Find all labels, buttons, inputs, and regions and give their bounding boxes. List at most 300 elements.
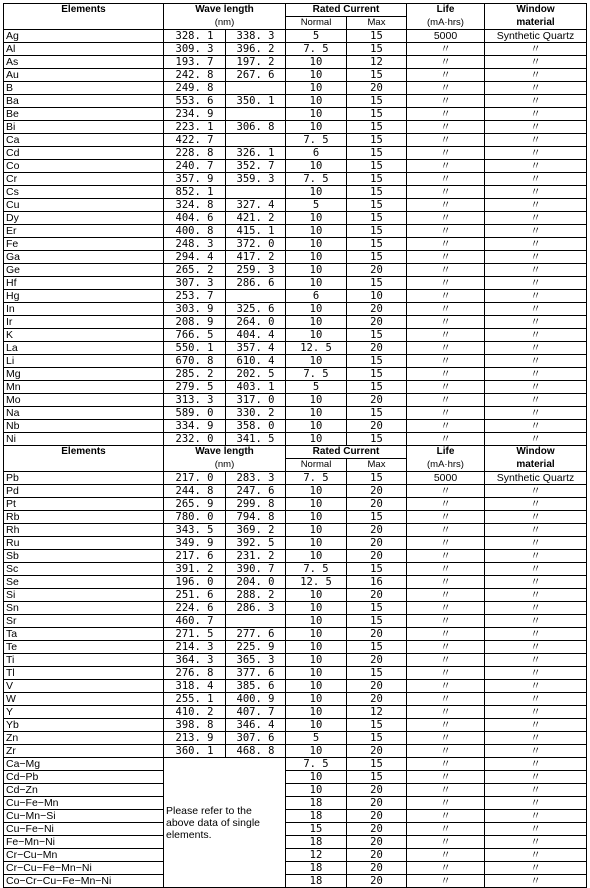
life-ditto-mark: 〃	[407, 82, 485, 95]
wavelength-2-cell: 610. 4	[226, 355, 286, 368]
wavelength-1-cell: 217. 0	[164, 472, 226, 485]
wavelength-2-cell	[226, 186, 286, 199]
wavelength-1-cell: 357. 9	[164, 173, 226, 186]
normal-current-cell: 10	[286, 654, 347, 667]
header-wavelength-unit: (nm)	[164, 17, 286, 30]
max-current-cell: 15	[347, 43, 407, 56]
element-cell: Cd−Zn	[4, 784, 164, 797]
table-row	[4, 641, 587, 654]
wavelength-1-cell: 400. 8	[164, 225, 226, 238]
wavelength-2-cell	[226, 82, 286, 95]
element-cell: Ga	[4, 251, 164, 264]
normal-current-cell: 10	[286, 667, 347, 680]
table-row	[4, 43, 587, 56]
window-ditto-mark: 〃	[485, 238, 587, 251]
life-ditto-mark: 〃	[407, 485, 485, 498]
element-cell: Li	[4, 355, 164, 368]
window-ditto-mark: 〃	[485, 537, 587, 550]
normal-current-cell: 5	[286, 199, 347, 212]
window-ditto-mark: 〃	[485, 316, 587, 329]
wavelength-2-cell: 341. 5	[226, 433, 286, 446]
element-cell: Tl	[4, 667, 164, 680]
header-life: Life	[407, 4, 485, 17]
life-ditto-mark: 〃	[407, 290, 485, 303]
element-cell: Sn	[4, 602, 164, 615]
wavelength-2-cell: 365. 3	[226, 654, 286, 667]
refer-note: Please refer to the above data of single elements.	[164, 758, 286, 888]
normal-current-cell: 7. 5	[286, 563, 347, 576]
wavelength-2-cell: 369. 2	[226, 524, 286, 537]
wavelength-1-cell: 271. 5	[164, 628, 226, 641]
element-cell: Al	[4, 43, 164, 56]
element-cell: Cu−Fe−Ni	[4, 823, 164, 836]
life-ditto-mark: 〃	[407, 420, 485, 433]
wavelength-2-cell: 468. 8	[226, 745, 286, 758]
wavelength-1-cell: 334. 9	[164, 420, 226, 433]
window-ditto-mark: 〃	[485, 433, 587, 446]
life-ditto-mark: 〃	[407, 862, 485, 875]
table-row	[4, 537, 587, 550]
normal-current-cell: 7. 5	[286, 758, 347, 771]
max-current-cell: 15	[347, 277, 407, 290]
table-row	[4, 368, 587, 381]
element-cell: Na	[4, 407, 164, 420]
max-current-cell: 20	[347, 680, 407, 693]
max-current-cell: 20	[347, 784, 407, 797]
table-row	[4, 576, 587, 589]
wavelength-2-cell: 247. 6	[226, 485, 286, 498]
max-current-cell: 15	[347, 225, 407, 238]
wavelength-1-cell: 404. 6	[164, 212, 226, 225]
window-ditto-mark: 〃	[485, 732, 587, 745]
wavelength-1-cell: 193. 7	[164, 56, 226, 69]
table-row	[4, 758, 587, 771]
table-row	[4, 615, 587, 628]
element-cell: Ni	[4, 433, 164, 446]
normal-current-cell: 7. 5	[286, 368, 347, 381]
table-row	[4, 524, 587, 537]
wavelength-1-cell: 196. 0	[164, 576, 226, 589]
life-ditto-mark: 〃	[407, 355, 485, 368]
window-ditto-mark: 〃	[485, 121, 587, 134]
element-cell: Mo	[4, 394, 164, 407]
window-ditto-mark: 〃	[485, 602, 587, 615]
life-ditto-mark: 〃	[407, 550, 485, 563]
normal-current-cell: 18	[286, 797, 347, 810]
wavelength-1-cell: 223. 1	[164, 121, 226, 134]
life-ditto-mark: 〃	[407, 342, 485, 355]
normal-current-cell: 10	[286, 95, 347, 108]
wavelength-2-cell: 396. 2	[226, 43, 286, 56]
max-current-cell: 15	[347, 160, 407, 173]
wavelength-1-cell: 251. 6	[164, 589, 226, 602]
wavelength-2-cell: 286. 3	[226, 602, 286, 615]
table-row	[4, 355, 587, 368]
wavelength-1-cell: 589. 0	[164, 407, 226, 420]
max-current-cell: 15	[347, 368, 407, 381]
element-cell: Mg	[4, 368, 164, 381]
table-row	[4, 732, 587, 745]
header-window-repeat: Window	[485, 446, 587, 459]
table-row	[4, 173, 587, 186]
table-row	[4, 797, 587, 810]
wavelength-2-cell: 325. 6	[226, 303, 286, 316]
wavelength-2-cell: 390. 7	[226, 563, 286, 576]
normal-current-cell: 10	[286, 329, 347, 342]
normal-current-cell: 10	[286, 602, 347, 615]
window-ditto-mark: 〃	[485, 277, 587, 290]
normal-current-cell: 10	[286, 121, 347, 134]
max-current-cell: 15	[347, 30, 407, 43]
life-ditto-mark: 〃	[407, 524, 485, 537]
normal-current-cell: 10	[286, 277, 347, 290]
wavelength-1-cell: 343. 5	[164, 524, 226, 537]
table-row	[4, 719, 587, 732]
header-life-repeat: Life	[407, 446, 485, 459]
header-row-1	[4, 4, 587, 17]
wavelength-2-cell: 357. 4	[226, 342, 286, 355]
window-ditto-mark: 〃	[485, 199, 587, 212]
normal-current-cell: 6	[286, 290, 347, 303]
life-ditto-mark: 〃	[407, 173, 485, 186]
element-cell: Dy	[4, 212, 164, 225]
normal-current-cell: 10	[286, 511, 347, 524]
wavelength-2-cell: 359. 3	[226, 173, 286, 186]
max-current-cell: 20	[347, 810, 407, 823]
window-ditto-mark: 〃	[485, 147, 587, 160]
element-cell: Cu−Mn−Si	[4, 810, 164, 823]
wavelength-2-cell: 338. 3	[226, 30, 286, 43]
window-ditto-mark: 〃	[485, 134, 587, 147]
max-current-cell: 15	[347, 758, 407, 771]
max-current-cell: 15	[347, 329, 407, 342]
window-ditto-mark: 〃	[485, 693, 587, 706]
normal-current-cell: 10	[286, 212, 347, 225]
wavelength-2-cell: 306. 8	[226, 121, 286, 134]
max-current-cell: 20	[347, 82, 407, 95]
normal-current-cell: 10	[286, 225, 347, 238]
wavelength-1-cell: 318. 4	[164, 680, 226, 693]
life-ditto-mark: 〃	[407, 784, 485, 797]
window-ditto-mark: 〃	[485, 784, 587, 797]
table-row	[4, 706, 587, 719]
max-current-cell: 20	[347, 342, 407, 355]
wavelength-1-cell: 398. 8	[164, 719, 226, 732]
element-cell: Zr	[4, 745, 164, 758]
element-cell: Pd	[4, 485, 164, 498]
table-row	[4, 82, 587, 95]
table-row	[4, 784, 587, 797]
normal-current-cell: 10	[286, 589, 347, 602]
wavelength-1-cell: 244. 8	[164, 485, 226, 498]
life-ditto-mark: 〃	[407, 238, 485, 251]
element-cell: Fe−Mn−Ni	[4, 836, 164, 849]
header-rated-current-repeat: Rated Current	[286, 446, 407, 459]
life-ditto-mark: 〃	[407, 134, 485, 147]
wavelength-1-cell: 224. 6	[164, 602, 226, 615]
life-ditto-mark: 〃	[407, 381, 485, 394]
max-current-cell: 20	[347, 264, 407, 277]
window-ditto-mark: 〃	[485, 654, 587, 667]
life-ditto-mark: 〃	[407, 628, 485, 641]
window-ditto-mark: 〃	[485, 680, 587, 693]
life-ditto-mark: 〃	[407, 719, 485, 732]
normal-current-cell: 10	[286, 485, 347, 498]
element-cell: Cs	[4, 186, 164, 199]
element-cell: Pt	[4, 498, 164, 511]
element-cell: Hg	[4, 290, 164, 303]
normal-current-cell: 18	[286, 862, 347, 875]
table-row	[4, 823, 587, 836]
table-row	[4, 394, 587, 407]
window-ditto-mark: 〃	[485, 381, 587, 394]
life-ditto-mark: 〃	[407, 95, 485, 108]
max-current-cell: 15	[347, 355, 407, 368]
life-ditto-mark: 〃	[407, 771, 485, 784]
wavelength-2-cell: 327. 4	[226, 199, 286, 212]
normal-current-cell: 10	[286, 82, 347, 95]
wavelength-2-cell: 202. 5	[226, 368, 286, 381]
max-current-cell: 20	[347, 550, 407, 563]
window-ditto-mark: 〃	[485, 43, 587, 56]
header-rated-current: Rated Current	[286, 4, 407, 17]
normal-current-cell: 10	[286, 108, 347, 121]
life-ditto-mark: 〃	[407, 576, 485, 589]
life-ditto-mark: 〃	[407, 875, 485, 888]
life-ditto-mark: 〃	[407, 602, 485, 615]
element-cell: Si	[4, 589, 164, 602]
window-ditto-mark: 〃	[485, 771, 587, 784]
lamp-spec-table	[3, 3, 587, 888]
wavelength-2-cell: 404. 4	[226, 329, 286, 342]
max-current-cell: 20	[347, 875, 407, 888]
normal-current-cell: 12. 5	[286, 342, 347, 355]
wavelength-2-cell: 326. 1	[226, 147, 286, 160]
wavelength-2-cell	[226, 108, 286, 121]
normal-current-cell: 5	[286, 732, 347, 745]
wavelength-1-cell: 255. 1	[164, 693, 226, 706]
window-ditto-mark: 〃	[485, 173, 587, 186]
normal-current-cell: 5	[286, 30, 347, 43]
life-ditto-mark: 〃	[407, 394, 485, 407]
wavelength-2-cell: 415. 1	[226, 225, 286, 238]
normal-current-cell: 10	[286, 251, 347, 264]
element-cell: As	[4, 56, 164, 69]
window-ditto-mark: 〃	[485, 212, 587, 225]
wavelength-2-cell: 350. 1	[226, 95, 286, 108]
window-ditto-mark: 〃	[485, 407, 587, 420]
wavelength-2-cell: 283. 3	[226, 472, 286, 485]
life-ditto-mark: 〃	[407, 693, 485, 706]
max-current-cell: 15	[347, 134, 407, 147]
wavelength-2-cell: 400. 9	[226, 693, 286, 706]
table-row	[4, 277, 587, 290]
wavelength-1-cell: 410. 2	[164, 706, 226, 719]
normal-current-cell: 5	[286, 381, 347, 394]
life-ditto-mark: 〃	[407, 121, 485, 134]
normal-current-cell: 10	[286, 238, 347, 251]
wavelength-1-cell: 279. 5	[164, 381, 226, 394]
window-ditto-mark: 〃	[485, 108, 587, 121]
window-ditto-mark: 〃	[485, 342, 587, 355]
wavelength-1-cell: 214. 3	[164, 641, 226, 654]
element-cell: Bi	[4, 121, 164, 134]
life-ditto-mark: 〃	[407, 212, 485, 225]
wavelength-2-cell: 417. 2	[226, 251, 286, 264]
wavelength-1-cell: 670. 8	[164, 355, 226, 368]
max-current-cell: 15	[347, 771, 407, 784]
table-row	[4, 667, 587, 680]
header-elements: Elements	[4, 4, 164, 30]
element-cell: Nb	[4, 420, 164, 433]
element-cell: K	[4, 329, 164, 342]
wavelength-1-cell: 276. 8	[164, 667, 226, 680]
life-ditto-mark: 〃	[407, 498, 485, 511]
window-ditto-mark: 〃	[485, 355, 587, 368]
max-current-cell: 20	[347, 654, 407, 667]
header-normal: Normal	[286, 17, 347, 30]
life-cell: 5000	[407, 472, 485, 485]
max-current-cell: 20	[347, 485, 407, 498]
max-current-cell: 12	[347, 56, 407, 69]
wavelength-2-cell: 288. 2	[226, 589, 286, 602]
wavelength-1-cell: 249. 8	[164, 82, 226, 95]
normal-current-cell: 10	[286, 160, 347, 173]
life-ditto-mark: 〃	[407, 797, 485, 810]
life-ditto-mark: 〃	[407, 810, 485, 823]
wavelength-1-cell: 234. 9	[164, 108, 226, 121]
window-ditto-mark: 〃	[485, 576, 587, 589]
wavelength-1-cell: 240. 7	[164, 160, 226, 173]
table-row	[4, 69, 587, 82]
max-current-cell: 15	[347, 251, 407, 264]
element-cell: Sr	[4, 615, 164, 628]
wavelength-1-cell: 460. 7	[164, 615, 226, 628]
life-ditto-mark: 〃	[407, 758, 485, 771]
window-ditto-mark: 〃	[485, 394, 587, 407]
window-ditto-mark: 〃	[485, 303, 587, 316]
element-cell: Ta	[4, 628, 164, 641]
normal-current-cell: 7. 5	[286, 173, 347, 186]
life-ditto-mark: 〃	[407, 225, 485, 238]
normal-current-cell: 18	[286, 875, 347, 888]
table-row	[4, 134, 587, 147]
life-ditto-mark: 〃	[407, 433, 485, 446]
window-ditto-mark: 〃	[485, 290, 587, 303]
wavelength-1-cell: 422. 7	[164, 134, 226, 147]
element-cell: V	[4, 680, 164, 693]
normal-current-cell: 10	[286, 355, 347, 368]
element-cell: Cr−Cu−Mn	[4, 849, 164, 862]
wavelength-1-cell: 248. 3	[164, 238, 226, 251]
table-row	[4, 628, 587, 641]
wavelength-2-cell: 317. 0	[226, 394, 286, 407]
max-current-cell: 20	[347, 745, 407, 758]
normal-current-cell: 10	[286, 524, 347, 537]
max-current-cell: 15	[347, 212, 407, 225]
window-ditto-mark: 〃	[485, 589, 587, 602]
wavelength-2-cell: 403. 1	[226, 381, 286, 394]
window-ditto-mark: 〃	[485, 95, 587, 108]
window-ditto-mark: 〃	[485, 498, 587, 511]
element-cell: Ru	[4, 537, 164, 550]
max-current-cell: 20	[347, 524, 407, 537]
max-current-cell: 20	[347, 316, 407, 329]
window-ditto-mark: 〃	[485, 225, 587, 238]
max-current-cell: 20	[347, 836, 407, 849]
element-cell: Be	[4, 108, 164, 121]
life-ditto-mark: 〃	[407, 43, 485, 56]
window-ditto-mark: 〃	[485, 667, 587, 680]
table-row	[4, 771, 587, 784]
window-ditto-mark: 〃	[485, 875, 587, 888]
element-cell: Ca	[4, 134, 164, 147]
max-current-cell: 15	[347, 121, 407, 134]
wavelength-1-cell: 766. 5	[164, 329, 226, 342]
element-cell: Er	[4, 225, 164, 238]
window-ditto-mark: 〃	[485, 862, 587, 875]
max-current-cell: 15	[347, 95, 407, 108]
wavelength-1-cell: 360. 1	[164, 745, 226, 758]
element-cell: Yb	[4, 719, 164, 732]
window-ditto-mark: 〃	[485, 641, 587, 654]
normal-current-cell: 10	[286, 303, 347, 316]
max-current-cell: 20	[347, 394, 407, 407]
table-row	[4, 550, 587, 563]
wavelength-2-cell: 197. 2	[226, 56, 286, 69]
element-cell: Ca−Mg	[4, 758, 164, 771]
table-row	[4, 160, 587, 173]
table-row	[4, 186, 587, 199]
window-ditto-mark: 〃	[485, 485, 587, 498]
window-ditto-mark: 〃	[485, 706, 587, 719]
wavelength-1-cell: 294. 4	[164, 251, 226, 264]
window-material-cell: Synthetic Quartz	[485, 472, 587, 485]
life-cell: 5000	[407, 30, 485, 43]
life-ditto-mark: 〃	[407, 589, 485, 602]
life-ditto-mark: 〃	[407, 56, 485, 69]
max-current-cell: 15	[347, 615, 407, 628]
normal-current-cell: 10	[286, 537, 347, 550]
table-row	[4, 225, 587, 238]
wavelength-1-cell: 213. 9	[164, 732, 226, 745]
table-row	[4, 511, 587, 524]
element-cell: Mn	[4, 381, 164, 394]
wavelength-2-cell	[226, 615, 286, 628]
wavelength-1-cell: 349. 9	[164, 537, 226, 550]
element-cell: La	[4, 342, 164, 355]
element-cell: Pb	[4, 472, 164, 485]
normal-current-cell: 10	[286, 784, 347, 797]
max-current-cell: 15	[347, 563, 407, 576]
wavelength-1-cell: 265. 9	[164, 498, 226, 511]
window-ditto-mark: 〃	[485, 563, 587, 576]
window-ditto-mark: 〃	[485, 849, 587, 862]
table-row	[4, 147, 587, 160]
max-current-cell: 15	[347, 732, 407, 745]
window-ditto-mark: 〃	[485, 628, 587, 641]
wavelength-2-cell: 286. 6	[226, 277, 286, 290]
table-row	[4, 680, 587, 693]
table-row	[4, 654, 587, 667]
normal-current-cell: 10	[286, 394, 347, 407]
wavelength-1-cell: 242. 8	[164, 69, 226, 82]
max-current-cell: 20	[347, 693, 407, 706]
life-ditto-mark: 〃	[407, 277, 485, 290]
element-cell: Rh	[4, 524, 164, 537]
table-row	[4, 602, 587, 615]
wavelength-2-cell: 377. 6	[226, 667, 286, 680]
